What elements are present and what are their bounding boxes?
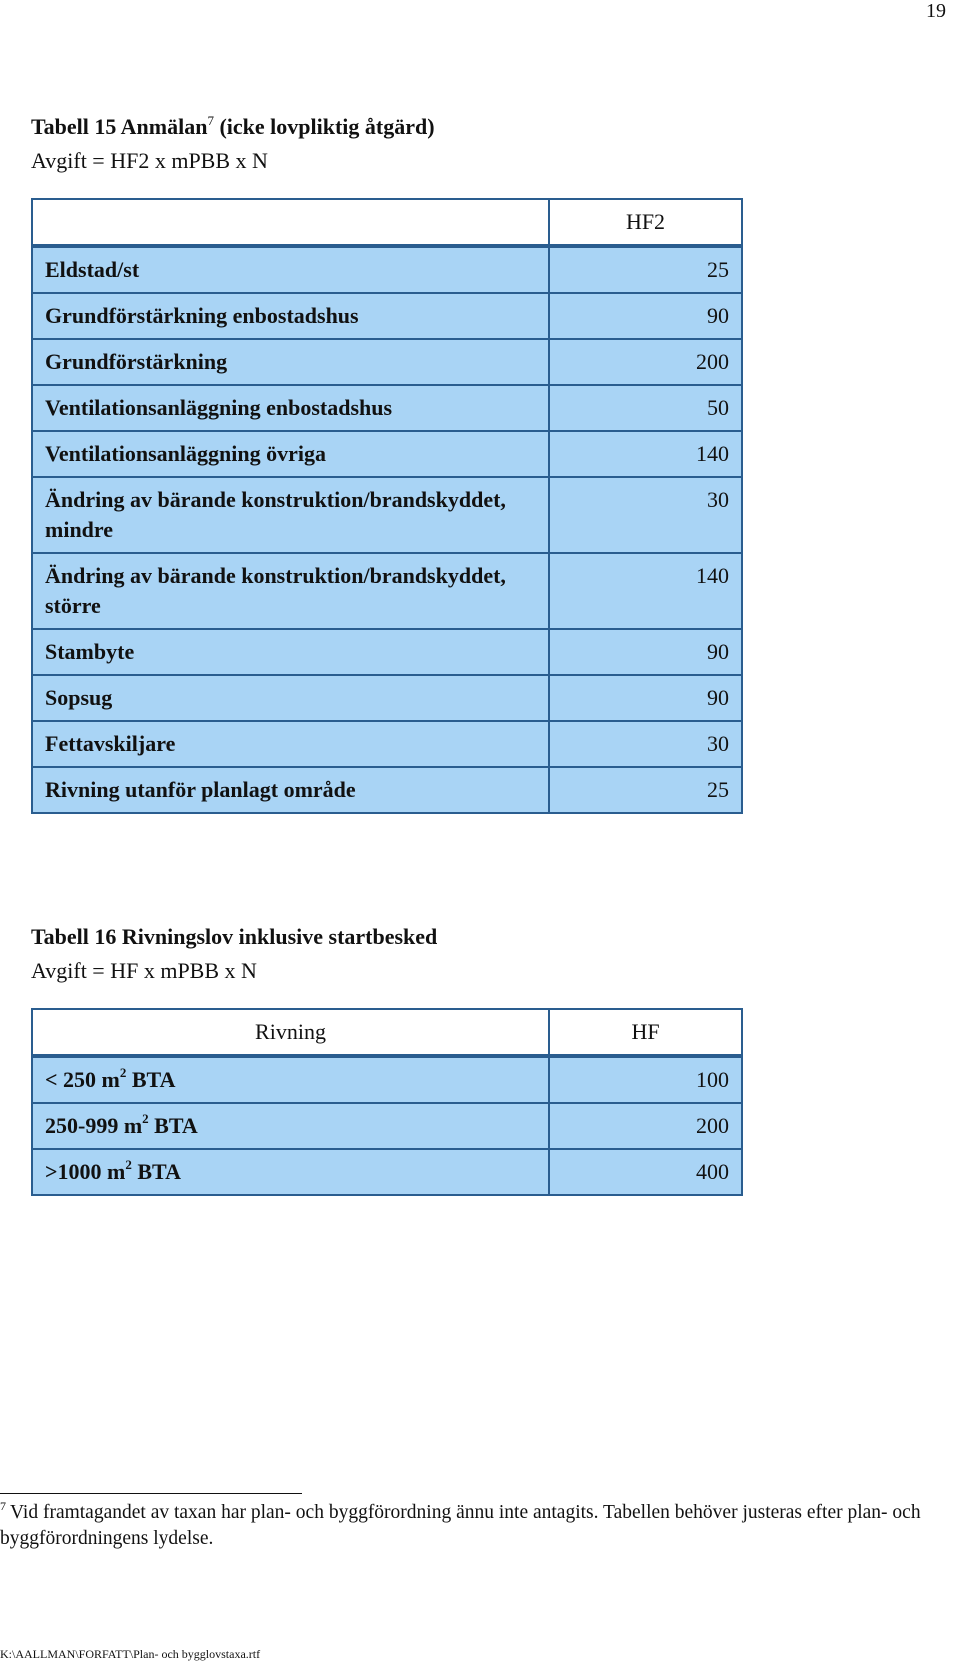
area-suffix: BTA (131, 1159, 181, 1184)
row-value: 30 (549, 721, 742, 767)
row-value: 25 (549, 767, 742, 813)
footnote-ref[interactable]: 7 (207, 113, 214, 128)
row-label: Ventilationsanläggning enbostadshus (32, 385, 549, 431)
table-row (32, 477, 742, 553)
table15-title: Tabell 15 Anmälan$^7$ (icke lovpliktig åtgärd) (31, 113, 435, 139)
table-row (32, 293, 742, 339)
file-path: K:\AALLMAN\FORFATT\Plan- och bygglovstaxa.rtf (0, 1647, 261, 1661)
table15-header-row (32, 199, 742, 246)
row-label: Eldstad/st (32, 246, 549, 293)
row-value: 50 (549, 385, 742, 431)
table16-header-cell: HF (549, 1009, 742, 1056)
table-row (32, 675, 742, 721)
table-row (32, 767, 742, 813)
table16 (31, 1008, 743, 1196)
row-label: Grundförstärkning (32, 339, 549, 385)
row-label: Ventilationsanläggning övriga (32, 431, 549, 477)
area-suffix: BTA (148, 1113, 198, 1138)
footnote (0, 1500, 955, 1552)
row-value: 200 (549, 339, 742, 385)
row-value: 90 (549, 629, 742, 675)
row-label (32, 1103, 549, 1149)
table-row (32, 1103, 742, 1149)
table15-header-cell (32, 199, 549, 246)
table16-header-cell: Rivning (32, 1009, 549, 1056)
table-row (32, 721, 742, 767)
area-exponent: 2 (125, 1157, 132, 1172)
table-row (32, 246, 742, 293)
page-number: 19 (926, 0, 946, 22)
table-row (32, 1056, 742, 1103)
footnote-text: Vid framtagandet av taxan har plan- och byggförordning ännu inte antagits. Tabellen behöver justeras efter plan- och byggförordningens lydelse. (0, 1502, 921, 1549)
table15 (31, 198, 743, 814)
table-row (32, 431, 742, 477)
table16-header-row (32, 1009, 742, 1056)
table-row (32, 1149, 742, 1195)
table-row (32, 629, 742, 675)
area-prefix: < 250 m (45, 1067, 120, 1092)
row-label: Stambyte (32, 629, 549, 675)
row-value: 30 (549, 477, 742, 553)
table15-header-cell: HF2 (549, 199, 742, 246)
row-value: 100 (549, 1056, 742, 1103)
row-label: Sopsug (32, 675, 549, 721)
table16-title: Tabell 16 Rivningslov inklusive startbesked (31, 924, 438, 949)
footnote-number: 7 (0, 1499, 6, 1513)
row-label: Rivning utanför planlagt område (32, 767, 549, 813)
footnote-divider (0, 1493, 302, 1494)
row-value: 400 (549, 1149, 742, 1195)
row-label: Grundförstärkning enbostadshus (32, 293, 549, 339)
row-value: 90 (549, 675, 742, 721)
row-value: 90 (549, 293, 742, 339)
table16-caption (31, 920, 437, 988)
table15-caption (31, 110, 435, 178)
row-label (32, 1056, 549, 1103)
row-label (32, 1149, 549, 1195)
row-label: Ändring av bärande konstruktion/brandskyddet, mindre (32, 477, 549, 553)
table-row (32, 385, 742, 431)
row-value: 140 (549, 553, 742, 629)
row-value: 140 (549, 431, 742, 477)
table-row (32, 553, 742, 629)
area-suffix: BTA (126, 1067, 176, 1092)
area-exponent: 2 (119, 1065, 127, 1080)
area-prefix: >1000 m (45, 1159, 126, 1184)
row-value: 25 (549, 246, 742, 293)
table16-formula: Avgift = HF x mPBB x N (31, 958, 257, 983)
table-row (32, 339, 742, 385)
area-exponent: 2 (142, 1111, 149, 1126)
area-prefix: 250-999 m (45, 1113, 143, 1138)
row-value: 200 (549, 1103, 742, 1149)
table15-formula: Avgift = HF2 x mPBB x N (31, 148, 268, 173)
row-label: Ändring av bärande konstruktion/brandskyddet, större (32, 553, 549, 629)
row-label: Fettavskiljare (32, 721, 549, 767)
